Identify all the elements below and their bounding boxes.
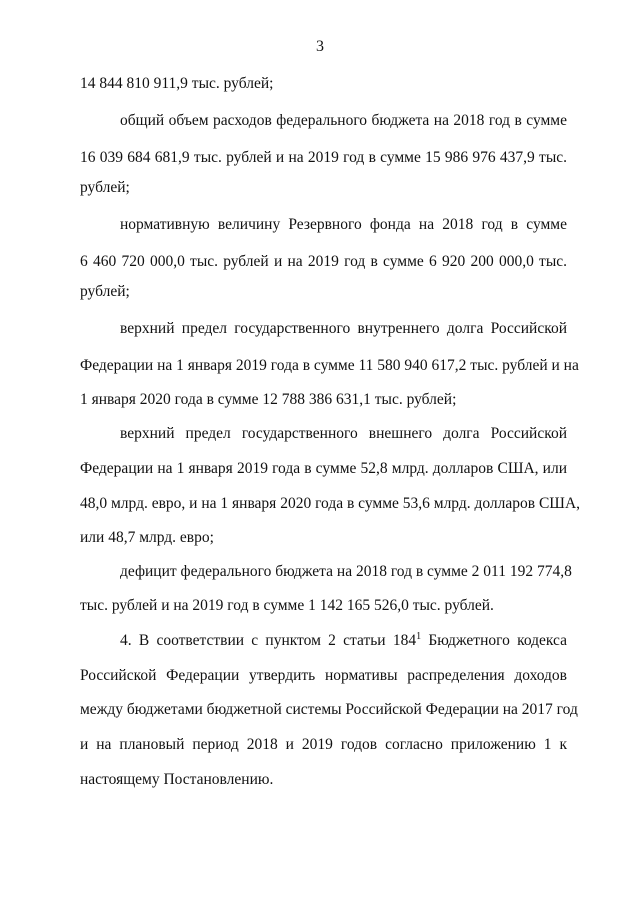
text-line: между бюджетами бюджетной системы Российской Федерации на 2017 год [80, 701, 578, 718]
text-line: общий объем расходов федерального бюджета на 2018 год в сумме [120, 112, 567, 129]
text-line: 14 844 810 911,9 тыс. рублей; [80, 75, 274, 92]
text-line: настоящему Постановлению. [80, 771, 274, 788]
text-line: 1 января 2020 года в сумме 12 788 386 631,1 тыс. рублей; [80, 391, 457, 408]
text-line: Федерации на 1 января 2019 года в сумме 52,8 млрд. долларов США, или [80, 460, 567, 477]
text-line: рублей; [80, 179, 130, 196]
text-span: Бюджетного кодекса [421, 632, 567, 649]
text-line: 16 039 684 681,9 тыс. рублей и на 2019 год в сумме 15 986 976 437,9 тыс. [80, 149, 567, 166]
page-number: 3 [316, 38, 324, 55]
text-line: 6 460 720 000,0 тыс. рублей и на 2019 год в сумме 6 920 200 000,0 тыс. [80, 253, 567, 270]
superscript: 1 [416, 631, 422, 642]
text-line: рублей; [80, 283, 130, 300]
text-line: или 48,7 млрд. евро; [80, 529, 214, 546]
text-line: Федерации на 1 января 2019 года в сумме 11 580 940 617,2 тыс. рублей и на [80, 357, 579, 374]
text-line: тыс. рублей и на 2019 год в сумме 1 142 165 526,0 тыс. рублей. [80, 597, 494, 614]
text-line: верхний предел государственного внутреннего долга Российской [120, 320, 567, 337]
text-line: Российской Федерации утвердить нормативы распределения доходов [80, 667, 567, 684]
text-line: нормативную величину Резервного фонда на 2018 год в сумме [120, 216, 567, 233]
text-line: 48,0 млрд. евро, и на 1 января 2020 года в сумме 53,6 млрд. долларов США, [80, 495, 581, 512]
text-line: дефицит федерального бюджета на 2018 год в сумме 2 011 192 774,8 [120, 563, 572, 580]
text-line: и на плановый период 2018 и 2019 годов согласно приложению 1 к [80, 736, 567, 753]
text-line: верхний предел государственного внешнего долга Российской [120, 425, 567, 442]
text-span: 4. В соответствии с пунктом 2 статьи 184 [120, 632, 417, 649]
text-line [120, 631, 567, 653]
